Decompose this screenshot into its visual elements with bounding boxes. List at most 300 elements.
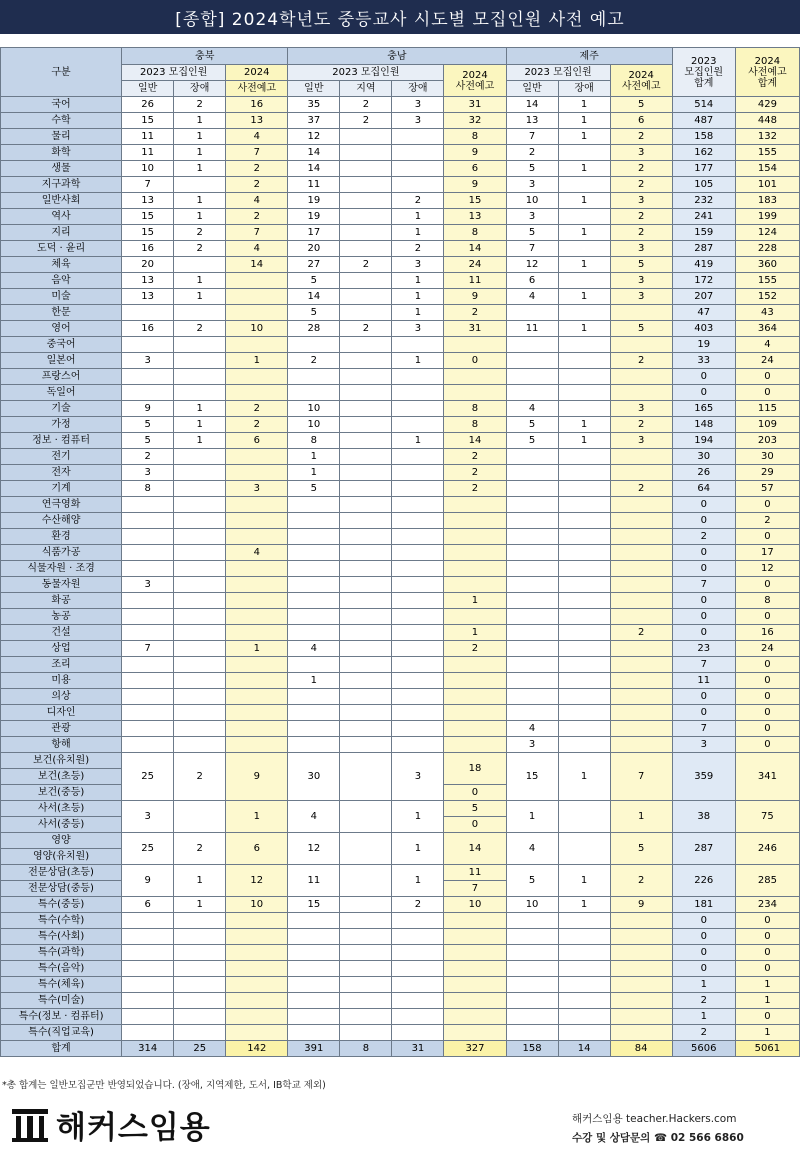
chungnam-disabled-cell — [392, 513, 444, 529]
total-2023-cell: 487 — [672, 113, 735, 129]
chungnam-general-cell — [288, 1025, 340, 1041]
jeju-2024-cell — [610, 1009, 672, 1025]
chungbuk-disabled-cell: 2 — [174, 225, 226, 241]
table-row — [1, 833, 800, 849]
chungnam-2024-cell — [444, 737, 506, 753]
chungnam-regional-cell — [340, 497, 392, 513]
chungnam-2024-cell: 24 — [444, 257, 506, 273]
chungnam-disabled-total: 31 — [392, 1041, 444, 1057]
table-row — [1, 1025, 800, 1041]
jeju-general-cell: 5 — [506, 433, 558, 449]
jeju-general-cell: 5 — [506, 865, 558, 897]
total-2023-cell: 165 — [672, 401, 735, 417]
total-2023-cell: 23 — [672, 641, 735, 657]
chungnam-2024-cell: 0 — [444, 785, 506, 801]
chungnam-2024-cell — [444, 993, 506, 1009]
chungbuk-disabled-cell — [174, 465, 226, 481]
total-2023-cell: 0 — [672, 929, 735, 945]
jeju-general-cell — [506, 593, 558, 609]
subject-label: 특수(음악) — [1, 961, 122, 977]
subject-label: 영양(유치원) — [1, 849, 122, 865]
jeju-general-cell — [506, 673, 558, 689]
subject-label: 특수(과학) — [1, 945, 122, 961]
chungbuk-general-cell: 5 — [122, 417, 174, 433]
chungnam-general-cell — [288, 657, 340, 673]
jeju-disabled-cell — [558, 833, 610, 865]
total-2024-cell: 30 — [735, 449, 799, 465]
jeju-general-cell — [506, 449, 558, 465]
jeju-disabled-cell: 1 — [558, 225, 610, 241]
subject-label: 보건(중등) — [1, 785, 122, 801]
jeju-disabled-cell: 1 — [558, 289, 610, 305]
chungnam-general-cell: 17 — [288, 225, 340, 241]
chungbuk-disabled-cell — [174, 529, 226, 545]
jeju-general-cell — [506, 353, 558, 369]
chungbuk-disabled-cell: 1 — [174, 145, 226, 161]
total-2023-cell: 0 — [672, 369, 735, 385]
jeju-2024-cell — [610, 609, 672, 625]
subject-label: 체육 — [1, 257, 122, 273]
chungbuk-general-cell: 15 — [122, 209, 174, 225]
chungbuk-general-cell — [122, 945, 174, 961]
chungbuk-disabled-cell — [174, 689, 226, 705]
total-row — [1, 1041, 800, 1057]
jeju-general-cell: 10 — [506, 897, 558, 913]
jeju-2024-cell — [610, 449, 672, 465]
jeju-general-cell: 4 — [506, 833, 558, 865]
table-row — [1, 305, 800, 321]
total-2024-cell: 57 — [735, 481, 799, 497]
table-header — [1, 48, 800, 97]
chungbuk-2024-cell: 2 — [226, 401, 288, 417]
chungbuk-2024-cell — [226, 929, 288, 945]
region-header-chungbuk: 충북 — [122, 48, 288, 65]
chungbuk-disabled-cell: 1 — [174, 401, 226, 417]
subject-label: 환경 — [1, 529, 122, 545]
chungnam-disabled-cell — [392, 449, 444, 465]
total-2023-header-label: 모집인원 — [684, 66, 724, 78]
chungnam-regional-cell — [340, 449, 392, 465]
chungbuk-disabled-cell — [174, 625, 226, 641]
jeju-2024-cell: 2 — [610, 417, 672, 433]
subject-label: 연극영화 — [1, 497, 122, 513]
chungbuk-2024-header: 2024 — [226, 65, 288, 81]
jeju-2024-cell: 3 — [610, 289, 672, 305]
chungbuk-2024-cell: 2 — [226, 417, 288, 433]
chungbuk-2024-cell — [226, 721, 288, 737]
jeju-general-cell: 15 — [506, 753, 558, 801]
chungbuk-disabled-cell — [174, 369, 226, 385]
jeju-general-cell: 5 — [506, 225, 558, 241]
jeju-2024-header — [610, 65, 672, 97]
table-row — [1, 321, 800, 337]
recruitment-table-wrap — [0, 47, 800, 1057]
total-2024-cell: 115 — [735, 401, 799, 417]
chungbuk-2024-cell — [226, 369, 288, 385]
jeju-general-cell — [506, 465, 558, 481]
chungnam-general-cell — [288, 529, 340, 545]
jeju-general-cell: 14 — [506, 97, 558, 113]
table-row — [1, 289, 800, 305]
subject-label: 수학 — [1, 113, 122, 129]
table-row — [1, 801, 800, 817]
chungbuk-general-cell — [122, 513, 174, 529]
table-row — [1, 705, 800, 721]
chungnam-general-cell — [288, 993, 340, 1009]
subject-label: 식품가공 — [1, 545, 122, 561]
chungbuk-general-cell: 16 — [122, 241, 174, 257]
chungnam-regional-cell — [340, 1025, 392, 1041]
chungnam-regional-cell — [340, 609, 392, 625]
jeju-general-cell — [506, 977, 558, 993]
table-row — [1, 993, 800, 1009]
chungnam-regional-cell — [340, 481, 392, 497]
total-2023-header — [672, 48, 735, 97]
jeju-general-cell — [506, 689, 558, 705]
jeju-general-cell: 1 — [506, 801, 558, 833]
jeju-general-header: 일반 — [506, 81, 558, 97]
total-2024-cell: 0 — [735, 929, 799, 945]
jeju-disabled-cell: 1 — [558, 113, 610, 129]
chungbuk-general-cell — [122, 497, 174, 513]
chungnam-2024-cell — [444, 337, 506, 353]
jeju-2024-cell: 2 — [610, 481, 672, 497]
subject-label: 생물 — [1, 161, 122, 177]
chungbuk-disabled-cell — [174, 673, 226, 689]
chungnam-2024-cell: 8 — [444, 417, 506, 433]
chungnam-regional-cell — [340, 737, 392, 753]
chungnam-2024-cell: 32 — [444, 113, 506, 129]
chungnam-2024-cell: 1 — [444, 625, 506, 641]
jeju-2024-cell: 7 — [610, 753, 672, 801]
subject-label: 관광 — [1, 721, 122, 737]
jeju-2024-cell — [610, 593, 672, 609]
chungnam-disabled-cell — [392, 129, 444, 145]
chungbuk-general-cell: 5 — [122, 433, 174, 449]
chungbuk-2024-cell — [226, 449, 288, 465]
chungbuk-general-cell — [122, 337, 174, 353]
chungbuk-general-cell — [122, 721, 174, 737]
chungbuk-disabled-cell: 1 — [174, 289, 226, 305]
chungbuk-disabled-header: 장애 — [174, 81, 226, 97]
chungnam-disabled-cell — [392, 177, 444, 193]
total-2024-cell: 364 — [735, 321, 799, 337]
chungbuk-general-cell: 15 — [122, 113, 174, 129]
subject-label: 전문상담(초등) — [1, 865, 122, 881]
chungnam-2023-header: 2023 모집인원 — [288, 65, 444, 81]
total-2023-cell: 287 — [672, 833, 735, 865]
chungnam-regional-cell — [340, 289, 392, 305]
chungnam-2024-cell: 18 — [444, 753, 506, 785]
jeju-disabled-cell — [558, 273, 610, 289]
subject-label: 특수(사회) — [1, 929, 122, 945]
total-2024-header — [735, 48, 799, 97]
chungbuk-2024-cell: 2 — [226, 177, 288, 193]
chungnam-disabled-cell — [392, 481, 444, 497]
jeju-general-cell — [506, 1009, 558, 1025]
chungbuk-general-cell — [122, 993, 174, 1009]
jeju-general-cell — [506, 529, 558, 545]
table-row — [1, 673, 800, 689]
chungnam-general-total: 391 — [288, 1041, 340, 1057]
chungbuk-disabled-total: 25 — [174, 1041, 226, 1057]
jeju-2024-year: 2024 — [628, 69, 654, 81]
region-header-jeju: 제주 — [506, 48, 672, 65]
chungbuk-disabled-cell: 1 — [174, 161, 226, 177]
jeju-2024-cell: 3 — [610, 241, 672, 257]
chungbuk-disabled-cell: 2 — [174, 321, 226, 337]
total-2023-cell: 7 — [672, 721, 735, 737]
jeju-2024-cell — [610, 929, 672, 945]
chungnam-disabled-cell — [392, 641, 444, 657]
chungnam-disabled-cell — [392, 1009, 444, 1025]
chungbuk-2024-cell: 7 — [226, 145, 288, 161]
chungbuk-general-cell: 7 — [122, 641, 174, 657]
jeju-2024-cell: 1 — [610, 801, 672, 833]
subject-label: 사서(중등) — [1, 817, 122, 833]
chungnam-regional-cell — [340, 641, 392, 657]
chungnam-2024-cell — [444, 529, 506, 545]
chungbuk-2024-cell — [226, 689, 288, 705]
chungnam-2024-cell: 2 — [444, 465, 506, 481]
table-row — [1, 657, 800, 673]
contact-info — [572, 1110, 744, 1148]
chungnam-regional-cell: 2 — [340, 321, 392, 337]
subject-label: 도덕 · 윤리 — [1, 241, 122, 257]
table-row — [1, 481, 800, 497]
chungbuk-disabled-cell: 1 — [174, 113, 226, 129]
chungnam-general-cell: 37 — [288, 113, 340, 129]
jeju-general-cell: 13 — [506, 113, 558, 129]
subject-header: 구분 — [1, 48, 122, 97]
chungbuk-general-cell: 3 — [122, 801, 174, 833]
chungnam-general-cell — [288, 369, 340, 385]
chungbuk-disabled-cell — [174, 497, 226, 513]
contact-website: 해커스임용 teacher.Hackers.com — [572, 1113, 737, 1125]
total-2024-cell: 0 — [735, 609, 799, 625]
chungnam-regional-total: 8 — [340, 1041, 392, 1057]
chungbuk-general-cell — [122, 625, 174, 641]
table-row — [1, 497, 800, 513]
chungbuk-disabled-cell — [174, 1025, 226, 1041]
grand-total-2024: 5061 — [735, 1041, 799, 1057]
total-2023-cell: 226 — [672, 865, 735, 897]
chungnam-general-cell: 12 — [288, 833, 340, 865]
chungnam-disabled-cell — [392, 737, 444, 753]
chungnam-2024-cell — [444, 961, 506, 977]
total-2024-cell: 0 — [735, 657, 799, 673]
chungnam-2024-cell — [444, 513, 506, 529]
chungnam-disabled-cell — [392, 497, 444, 513]
jeju-disabled-cell — [558, 609, 610, 625]
chungnam-disabled-cell — [392, 961, 444, 977]
grand-total-2023: 5606 — [672, 1041, 735, 1057]
chungnam-general-cell: 19 — [288, 209, 340, 225]
jeju-general-cell: 6 — [506, 273, 558, 289]
table-row — [1, 593, 800, 609]
chungnam-regional-cell — [340, 225, 392, 241]
table-row — [1, 257, 800, 273]
jeju-disabled-cell: 1 — [558, 865, 610, 897]
total-2024-cell: 29 — [735, 465, 799, 481]
chungnam-general-cell — [288, 961, 340, 977]
chungnam-regional-cell — [340, 977, 392, 993]
chungbuk-general-cell: 26 — [122, 97, 174, 113]
chungnam-disabled-cell: 1 — [392, 865, 444, 897]
jeju-2024-cell — [610, 993, 672, 1009]
jeju-disabled-cell — [558, 641, 610, 657]
jeju-disabled-cell — [558, 1025, 610, 1041]
total-2023-header-sum: 합계 — [694, 77, 714, 89]
total-2023-cell: 0 — [672, 513, 735, 529]
jeju-2024-cell — [610, 705, 672, 721]
chungnam-regional-cell — [340, 865, 392, 897]
table-row — [1, 961, 800, 977]
chungnam-disabled-cell — [392, 609, 444, 625]
jeju-general-cell — [506, 657, 558, 673]
total-2023-cell: 2 — [672, 1025, 735, 1041]
jeju-disabled-cell: 1 — [558, 193, 610, 209]
total-2023-cell: 26 — [672, 465, 735, 481]
chungnam-2024-cell: 8 — [444, 401, 506, 417]
total-2024-cell: 155 — [735, 273, 799, 289]
chungbuk-2024-cell — [226, 993, 288, 1009]
total-2023-cell: 0 — [672, 385, 735, 401]
chungnam-disabled-cell — [392, 145, 444, 161]
chungnam-regional-cell — [340, 401, 392, 417]
chungnam-2024-cell: 8 — [444, 129, 506, 145]
chungnam-general-cell — [288, 385, 340, 401]
jeju-disabled-cell: 1 — [558, 433, 610, 449]
jeju-disabled-cell — [558, 145, 610, 161]
chungbuk-disabled-cell — [174, 657, 226, 673]
chungnam-regional-cell — [340, 577, 392, 593]
chungbuk-disabled-cell: 1 — [174, 433, 226, 449]
total-2024-cell: 8 — [735, 593, 799, 609]
jeju-2024-cell: 5 — [610, 321, 672, 337]
chungnam-disabled-cell: 1 — [392, 209, 444, 225]
total-2023-cell: 0 — [672, 945, 735, 961]
chungbuk-2024-cell — [226, 609, 288, 625]
chungnam-2024-cell — [444, 545, 506, 561]
total-2023-cell: 105 — [672, 177, 735, 193]
chungbuk-general-cell — [122, 977, 174, 993]
jeju-general-cell — [506, 641, 558, 657]
subject-label: 물리 — [1, 129, 122, 145]
table-row — [1, 753, 800, 769]
jeju-disabled-cell — [558, 689, 610, 705]
total-2024-cell: 0 — [735, 673, 799, 689]
jeju-2024-cell: 2 — [610, 625, 672, 641]
jeju-disabled-cell — [558, 993, 610, 1009]
chungnam-general-cell — [288, 913, 340, 929]
total-2024-cell: 228 — [735, 241, 799, 257]
total-2024-cell: 152 — [735, 289, 799, 305]
chungbuk-general-cell: 25 — [122, 833, 174, 865]
chungbuk-general-cell — [122, 1025, 174, 1041]
chungnam-2024-cell: 31 — [444, 97, 506, 113]
total-2024-cell: 155 — [735, 145, 799, 161]
subject-label: 동물자원 — [1, 577, 122, 593]
table-row — [1, 417, 800, 433]
chungnam-general-header: 일반 — [288, 81, 340, 97]
subject-label: 한문 — [1, 305, 122, 321]
chungnam-general-cell: 27 — [288, 257, 340, 273]
table-row — [1, 945, 800, 961]
chungbuk-2024-cell — [226, 625, 288, 641]
chungnam-2024-cell: 31 — [444, 321, 506, 337]
chungbuk-2024-cell — [226, 945, 288, 961]
table-row — [1, 433, 800, 449]
chungbuk-general-cell — [122, 561, 174, 577]
total-2023-header-year: 2023 — [691, 55, 717, 67]
chungnam-general-cell — [288, 545, 340, 561]
chungnam-regional-cell — [340, 353, 392, 369]
chungbuk-disabled-cell — [174, 721, 226, 737]
jeju-general-cell: 3 — [506, 209, 558, 225]
chungbuk-general-cell: 25 — [122, 753, 174, 801]
chungbuk-general-cell: 7 — [122, 177, 174, 193]
jeju-2024-cell: 3 — [610, 401, 672, 417]
chungnam-2024-cell — [444, 369, 506, 385]
table-row — [1, 641, 800, 657]
chungnam-2024-preview: 사전예고 — [455, 80, 495, 92]
chungnam-general-cell: 10 — [288, 417, 340, 433]
chungnam-regional-cell — [340, 561, 392, 577]
jeju-general-cell: 12 — [506, 257, 558, 273]
chungnam-disabled-cell: 1 — [392, 305, 444, 321]
total-2024-cell: 16 — [735, 625, 799, 641]
chungnam-regional-cell — [340, 433, 392, 449]
chungnam-regional-cell — [340, 305, 392, 321]
jeju-2024-cell: 6 — [610, 113, 672, 129]
total-2023-cell: 64 — [672, 481, 735, 497]
table-row — [1, 193, 800, 209]
chungnam-regional-cell — [340, 1009, 392, 1025]
total-2024-cell: 1 — [735, 993, 799, 1009]
chungnam-regional-cell — [340, 177, 392, 193]
chungnam-regional-cell — [340, 545, 392, 561]
jeju-disabled-cell — [558, 673, 610, 689]
jeju-disabled-cell — [558, 961, 610, 977]
chungnam-2024-cell: 2 — [444, 641, 506, 657]
chungbuk-2024-cell — [226, 577, 288, 593]
chungbuk-disabled-cell — [174, 737, 226, 753]
jeju-general-cell: 4 — [506, 401, 558, 417]
jeju-general-cell — [506, 945, 558, 961]
total-2023-cell: 19 — [672, 337, 735, 353]
chungnam-general-cell: 4 — [288, 641, 340, 657]
table-row — [1, 529, 800, 545]
total-2023-cell: 2 — [672, 993, 735, 1009]
total-2023-cell: 403 — [672, 321, 735, 337]
chungbuk-general-cell: 15 — [122, 225, 174, 241]
subject-label: 지리 — [1, 225, 122, 241]
chungnam-disabled-cell — [392, 385, 444, 401]
chungbuk-2024-cell: 1 — [226, 353, 288, 369]
jeju-2024-cell — [610, 513, 672, 529]
jeju-disabled-cell — [558, 177, 610, 193]
jeju-general-cell — [506, 561, 558, 577]
total-2024-cell: 109 — [735, 417, 799, 433]
chungbuk-general-cell — [122, 689, 174, 705]
total-2023-cell: 181 — [672, 897, 735, 913]
chungnam-regional-cell — [340, 241, 392, 257]
chungnam-2024-cell — [444, 1009, 506, 1025]
jeju-disabled-cell — [558, 801, 610, 833]
chungbuk-2024-cell: 2 — [226, 161, 288, 177]
jeju-general-cell: 11 — [506, 321, 558, 337]
